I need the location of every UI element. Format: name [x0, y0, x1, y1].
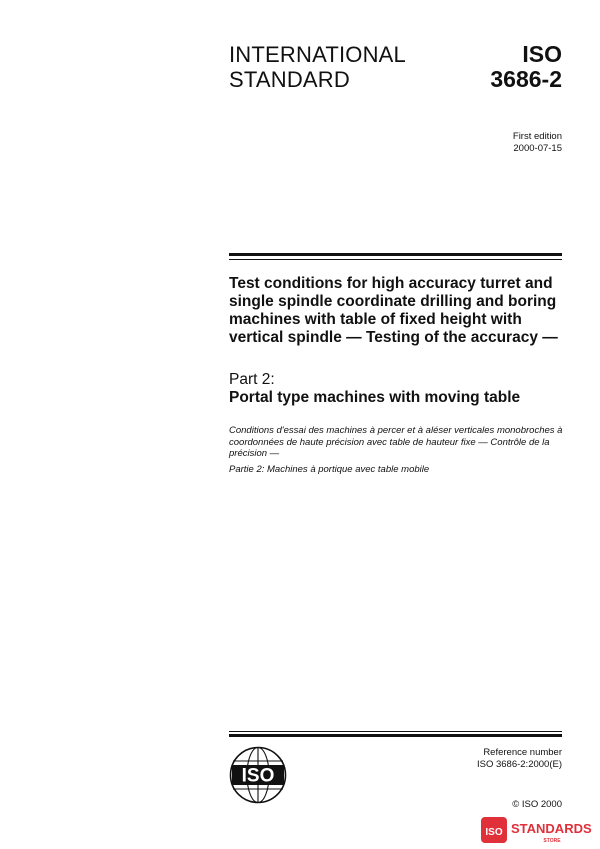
- title-rule-thick: [229, 253, 562, 256]
- standard-number: 3686-2: [490, 66, 562, 92]
- footer-rule-thick: [229, 734, 562, 737]
- edition-date: 2000-07-15: [513, 143, 562, 154]
- edition-block: [513, 131, 562, 155]
- store-badge-store-text: STORE: [543, 838, 561, 844]
- copyright-notice: © ISO 2000: [512, 799, 562, 810]
- store-badge-iso-text: ISO: [485, 827, 503, 838]
- iso-logo-text: ISO: [241, 765, 275, 787]
- title-rule-thin: [229, 259, 562, 260]
- document-title: Test conditions for high accuracy turret and single spindle coordinate drilling and boring machines with table of fixed height with vertical spindle — Testing of the accuracy —: [229, 275, 558, 346]
- iso-label: ISO: [522, 41, 562, 67]
- iso-globe-logo-icon: [229, 746, 287, 804]
- standard-number-block: [490, 42, 562, 92]
- store-badge-standards-text: STANDARDS: [511, 821, 592, 836]
- reference-block: [477, 747, 562, 770]
- reference-label: Reference number: [483, 747, 562, 758]
- part-label: Part 2:: [229, 371, 275, 388]
- french-title: Conditions d'essai des machines à percer et à aléser verticales monobroches à coordonnées de haute précision avec table de hauteur fixe — Contrôle de la précision —: [229, 425, 563, 459]
- standard-type-heading: [229, 42, 406, 92]
- iso-standards-store-badge-icon: [481, 816, 593, 844]
- footer-rule-thin: [229, 731, 562, 732]
- standard-type-line-2: STANDARD: [229, 67, 350, 92]
- standard-type-line-1: INTERNATIONAL: [229, 42, 406, 67]
- part-title: Portal type machines with moving table: [229, 389, 521, 406]
- edition-label: First edition: [512, 131, 562, 142]
- french-part-title: Partie 2: Machines à portique avec table mobile: [229, 464, 430, 475]
- reference-number: ISO 3686-2:2000(E): [476, 758, 562, 770]
